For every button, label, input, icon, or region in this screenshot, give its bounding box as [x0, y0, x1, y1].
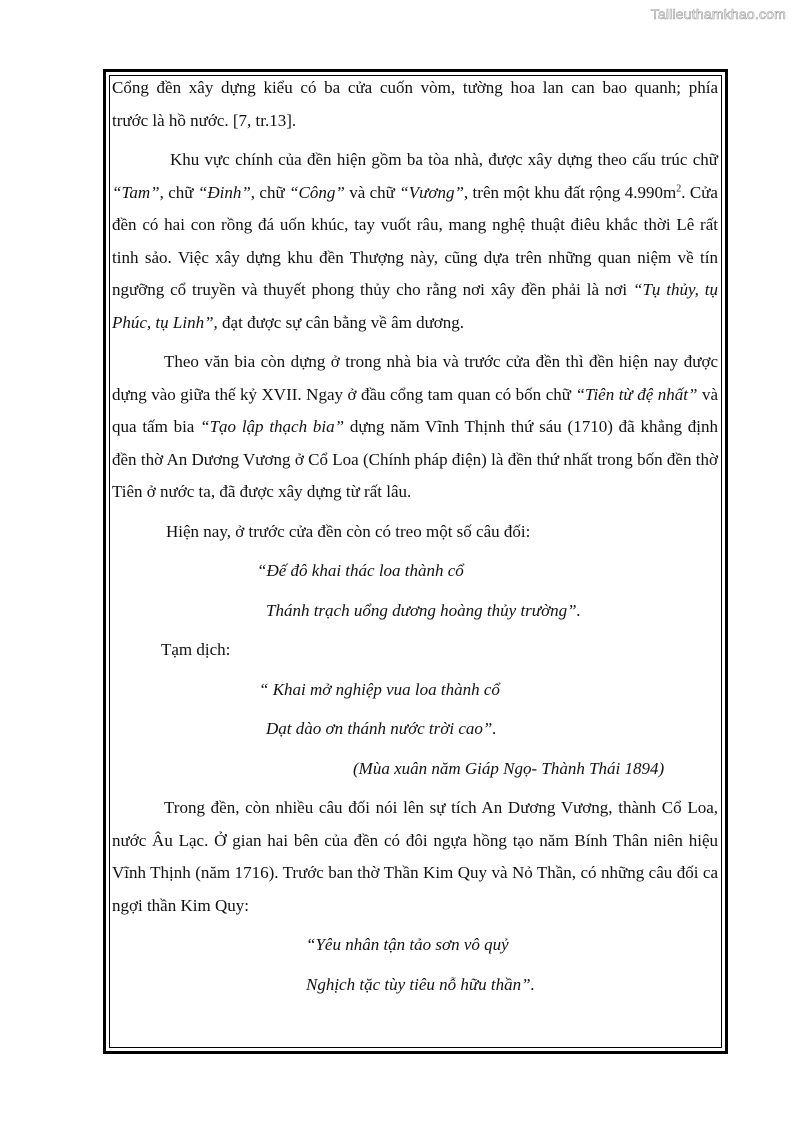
p2-text-g: đạt được sự cân bằng về âm dương.	[217, 312, 465, 332]
p3-quote-tao-lap: “Tạo lập thạch bia”	[200, 417, 345, 436]
verse-1-line-1: “Đế đô khai thác loa thành cổ	[257, 561, 464, 580]
verse-3-line-2: Nghịch tặc tùy tiêu nỗ hữu thần”.	[306, 974, 535, 994]
paragraph-2	[112, 144, 718, 339]
p2-quote-tam: “Tam”	[112, 182, 160, 202]
verse-2-line-1: “ Khai mở nghiệp vua loa thành cổ	[259, 679, 500, 699]
paragraph-1-line-2: trước là hồ nước. [7, tr.13].	[112, 110, 297, 130]
p2-text-d: và chữ	[344, 182, 400, 202]
paragraph-4: Hiện nay, ở trước cửa đền còn có treo một số câu đối:	[166, 521, 531, 541]
p2-superscript: 2	[676, 182, 682, 194]
paragraph-3	[112, 346, 718, 509]
p2-quote-cong: “Công”	[289, 182, 345, 202]
p3-text-b: và qua tấm bia	[112, 384, 719, 436]
p3-text-a: Theo văn bia còn dựng ở trong nhà bia và trước cửa đền thì đền hiện nay được dựng vào giữa thế kỷ XVII. Ngay ở đầu cổng tam quan có bốn chữ	[112, 352, 718, 404]
p2-text-c: , chữ	[250, 182, 290, 202]
p2-text-e: , trên một khu đất rộng 4.990m	[463, 182, 677, 202]
tam-dich-label: Tạm dịch:	[161, 640, 231, 659]
p2-text-a: Khu vực chính của đền hiện gồm ba tòa nhà, được xây dựng theo cấu trúc chữ	[170, 150, 718, 169]
p2-quote-vuong: “Vương”	[399, 182, 464, 202]
paragraph-1-line-1: Cổng đền xây dựng kiểu có ba cửa cuốn vòm, tường hoa lan can bao quanh; phía	[112, 78, 718, 97]
verse-3-line-1: “Yêu nhân tận tảo sơn vô quỷ	[306, 935, 509, 954]
document-body	[112, 70, 718, 1001]
p3-quote-tien-tu: “Tiên từ đệ nhất”	[575, 384, 698, 404]
paragraph-5: Trong đền, còn nhiều câu đối nói lên sự tích An Dương Vương, thành Cổ Loa, nước Âu Lạc. Ở gian hai bên của đền có đôi ngựa hồng tạo năm Bính Thân niên hiệu Vĩnh Thịnh (năm 1716). Trước ban thờ Thần Kim Quy và Nỏ Thần, có những câu đối ca ngợi thần Kim Quy:	[112, 798, 718, 915]
paragraph-1	[112, 72, 718, 137]
verse-2-line-2: Dạt dào ơn thánh nước trời cao”.	[266, 719, 497, 738]
p2-quote-tu-thuy: “Tụ thủy, tụ Phúc, tụ Linh”,	[112, 280, 718, 332]
verse-2-attribution: (Mùa xuân năm Giáp Ngọ- Thành Thái 1894)	[353, 758, 665, 778]
p2-text-f: . Cửa đền có hai con rồng đá uốn khúc, tay vuốt râu, mang nghệ thuật điêu khắc thời Lê rất tinh sảo. Việc xây dựng khu đền Thượng này, cũng dựa trên những quan niệm về tín ngưỡng cổ truyền và thuyết phong thủy cho rằng nơi xây đền phải là nơi	[112, 182, 718, 299]
p2-quote-dinh: “Đinh”	[197, 182, 251, 202]
p3-text-c: dựng năm Vĩnh Thịnh thứ sáu (1710) đã khẳng định đền thờ An Dương Vương ở Cổ Loa (Chính pháp điện) là đền thứ nhất trong bốn đền thờ Tiên ở nước ta, đã được xây dựng từ rất lâu.	[112, 417, 718, 501]
verse-1-line-2: Thánh trạch uổng dương hoàng thủy trường”.	[266, 600, 581, 620]
watermark: Tailieuthamkhao.com	[650, 6, 786, 22]
p2-text-b: , chữ	[159, 182, 198, 202]
